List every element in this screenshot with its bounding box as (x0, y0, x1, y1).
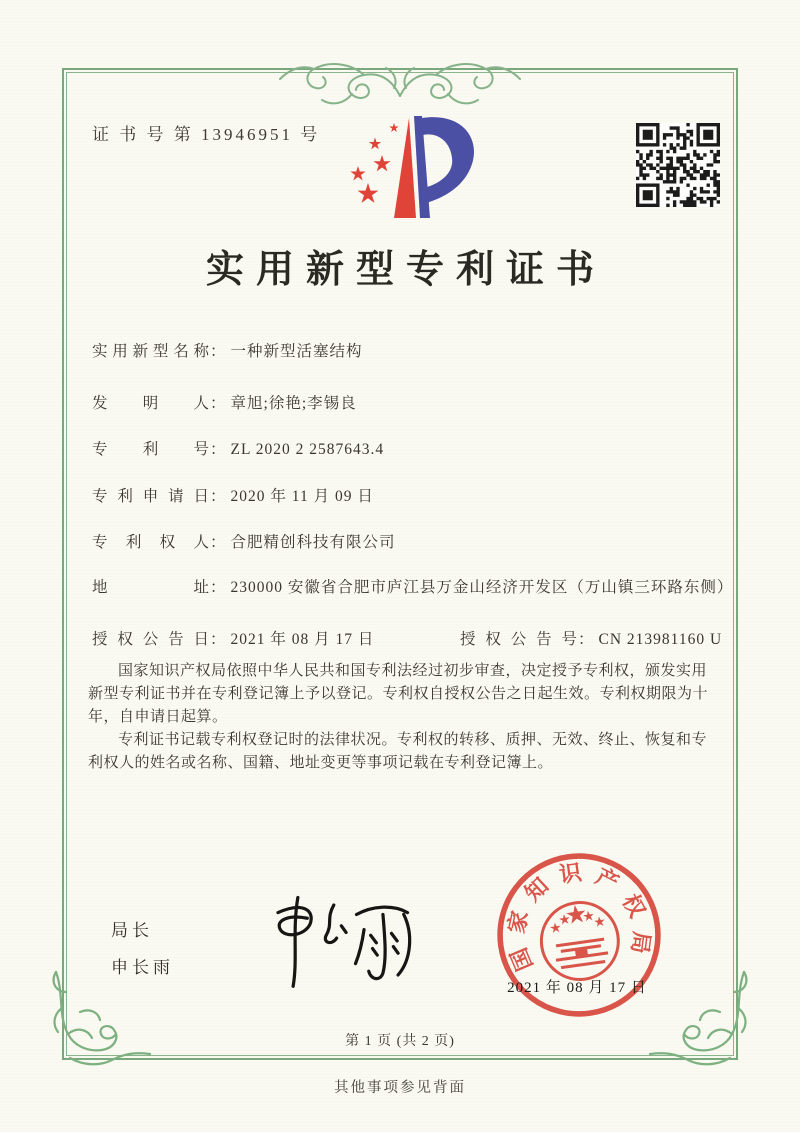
seal-char: 家 (503, 908, 533, 936)
field-row-address (92, 576, 734, 600)
field-value: CN 213981160 U (598, 631, 723, 648)
field-row-inventor (92, 392, 357, 416)
field-row-patentee (92, 531, 396, 555)
field-row-utility-model-name (92, 340, 363, 364)
field-value: 一种新型活塞结构 (230, 343, 363, 360)
seal-national-emblem-icon (536, 898, 623, 985)
field-value: 合肥精创科技有限公司 (230, 534, 396, 551)
qr-code (636, 123, 720, 207)
qr-finder-bl (636, 183, 660, 207)
field-value: 章旭;徐艳;李锡良 (230, 395, 357, 412)
field-row-grant (92, 628, 738, 652)
legal-text-block (88, 660, 718, 775)
qr-finder-tr (696, 123, 720, 147)
certificate-number: 证 书 号 第 13946951 号 (92, 125, 321, 144)
field-label: 发明人 (92, 395, 210, 412)
director-title: 局长 (111, 921, 153, 940)
legal-paragraph-2: 专利证书记载专利权登记时的法律状况。专利权的转移、质押、无效、终止、恢复和专利权人的姓名或名称、国籍、地址变更等事项记载在专利登记簿上。 (88, 732, 708, 771)
back-side-note: 其他事项参见背面 (334, 1080, 466, 1096)
seal-date: 2021 年 08 月 17 日 (507, 980, 647, 996)
field-label: 实用新型名称 (92, 343, 210, 360)
field-label: 授权公告日 (92, 631, 210, 648)
cnipa-logo-icon (342, 106, 482, 226)
qr-finder-tl (636, 123, 660, 147)
page-number: 第 1 页 (共 2 页) (345, 1034, 455, 1049)
director-signature (235, 888, 425, 992)
field-value: 2020 年 11 月 09 日 (230, 488, 374, 505)
seal-char: 国 (505, 944, 538, 975)
seal-char: 识 (557, 859, 584, 888)
director-name: 申长雨 (111, 958, 174, 977)
field-value: ZL 2020 2 2587643.4 (230, 441, 385, 458)
field-row-patent-number (92, 438, 384, 462)
field-row-filing-date (92, 485, 374, 509)
field-label: 专利申请日 (92, 488, 210, 505)
seal-char: 知 (519, 872, 554, 907)
legal-paragraph-1: 国家知识产权局依照中华人民共和国专利法经过初步审查，决定授予专利权，颁发实用新型专利证书并在专利登记簿上予以登记。专利权自授权公告之日起生效。专利权期限为十年，自申请日起算。 (88, 663, 709, 725)
field-group-grant-number (460, 628, 722, 652)
colon: ： (210, 441, 227, 458)
field-value: 230000 安徽省合肥市庐江县万金山经济开发区（万山镇三环路东侧） (230, 579, 734, 596)
colon: ： (210, 631, 227, 648)
colon: ： (210, 488, 227, 505)
certificate-title: 实用新型专利证书 (205, 249, 606, 291)
field-label: 授权公告号 (460, 631, 578, 648)
seal-char: 局 (626, 930, 655, 956)
field-label: 专利权人 (92, 534, 210, 551)
colon: ： (210, 579, 227, 596)
seal-char: 产 (591, 863, 623, 896)
colon: ： (210, 395, 227, 412)
field-label: 专利号 (92, 441, 210, 458)
colon: ： (210, 343, 227, 360)
field-value: 2021 年 08 月 17 日 (230, 631, 375, 648)
colon: ： (578, 631, 595, 648)
official-seal (481, 837, 678, 1034)
field-label: 地址 (92, 579, 210, 596)
colon: ： (210, 534, 227, 551)
seal-char: 权 (617, 890, 651, 922)
director-block (111, 916, 174, 990)
